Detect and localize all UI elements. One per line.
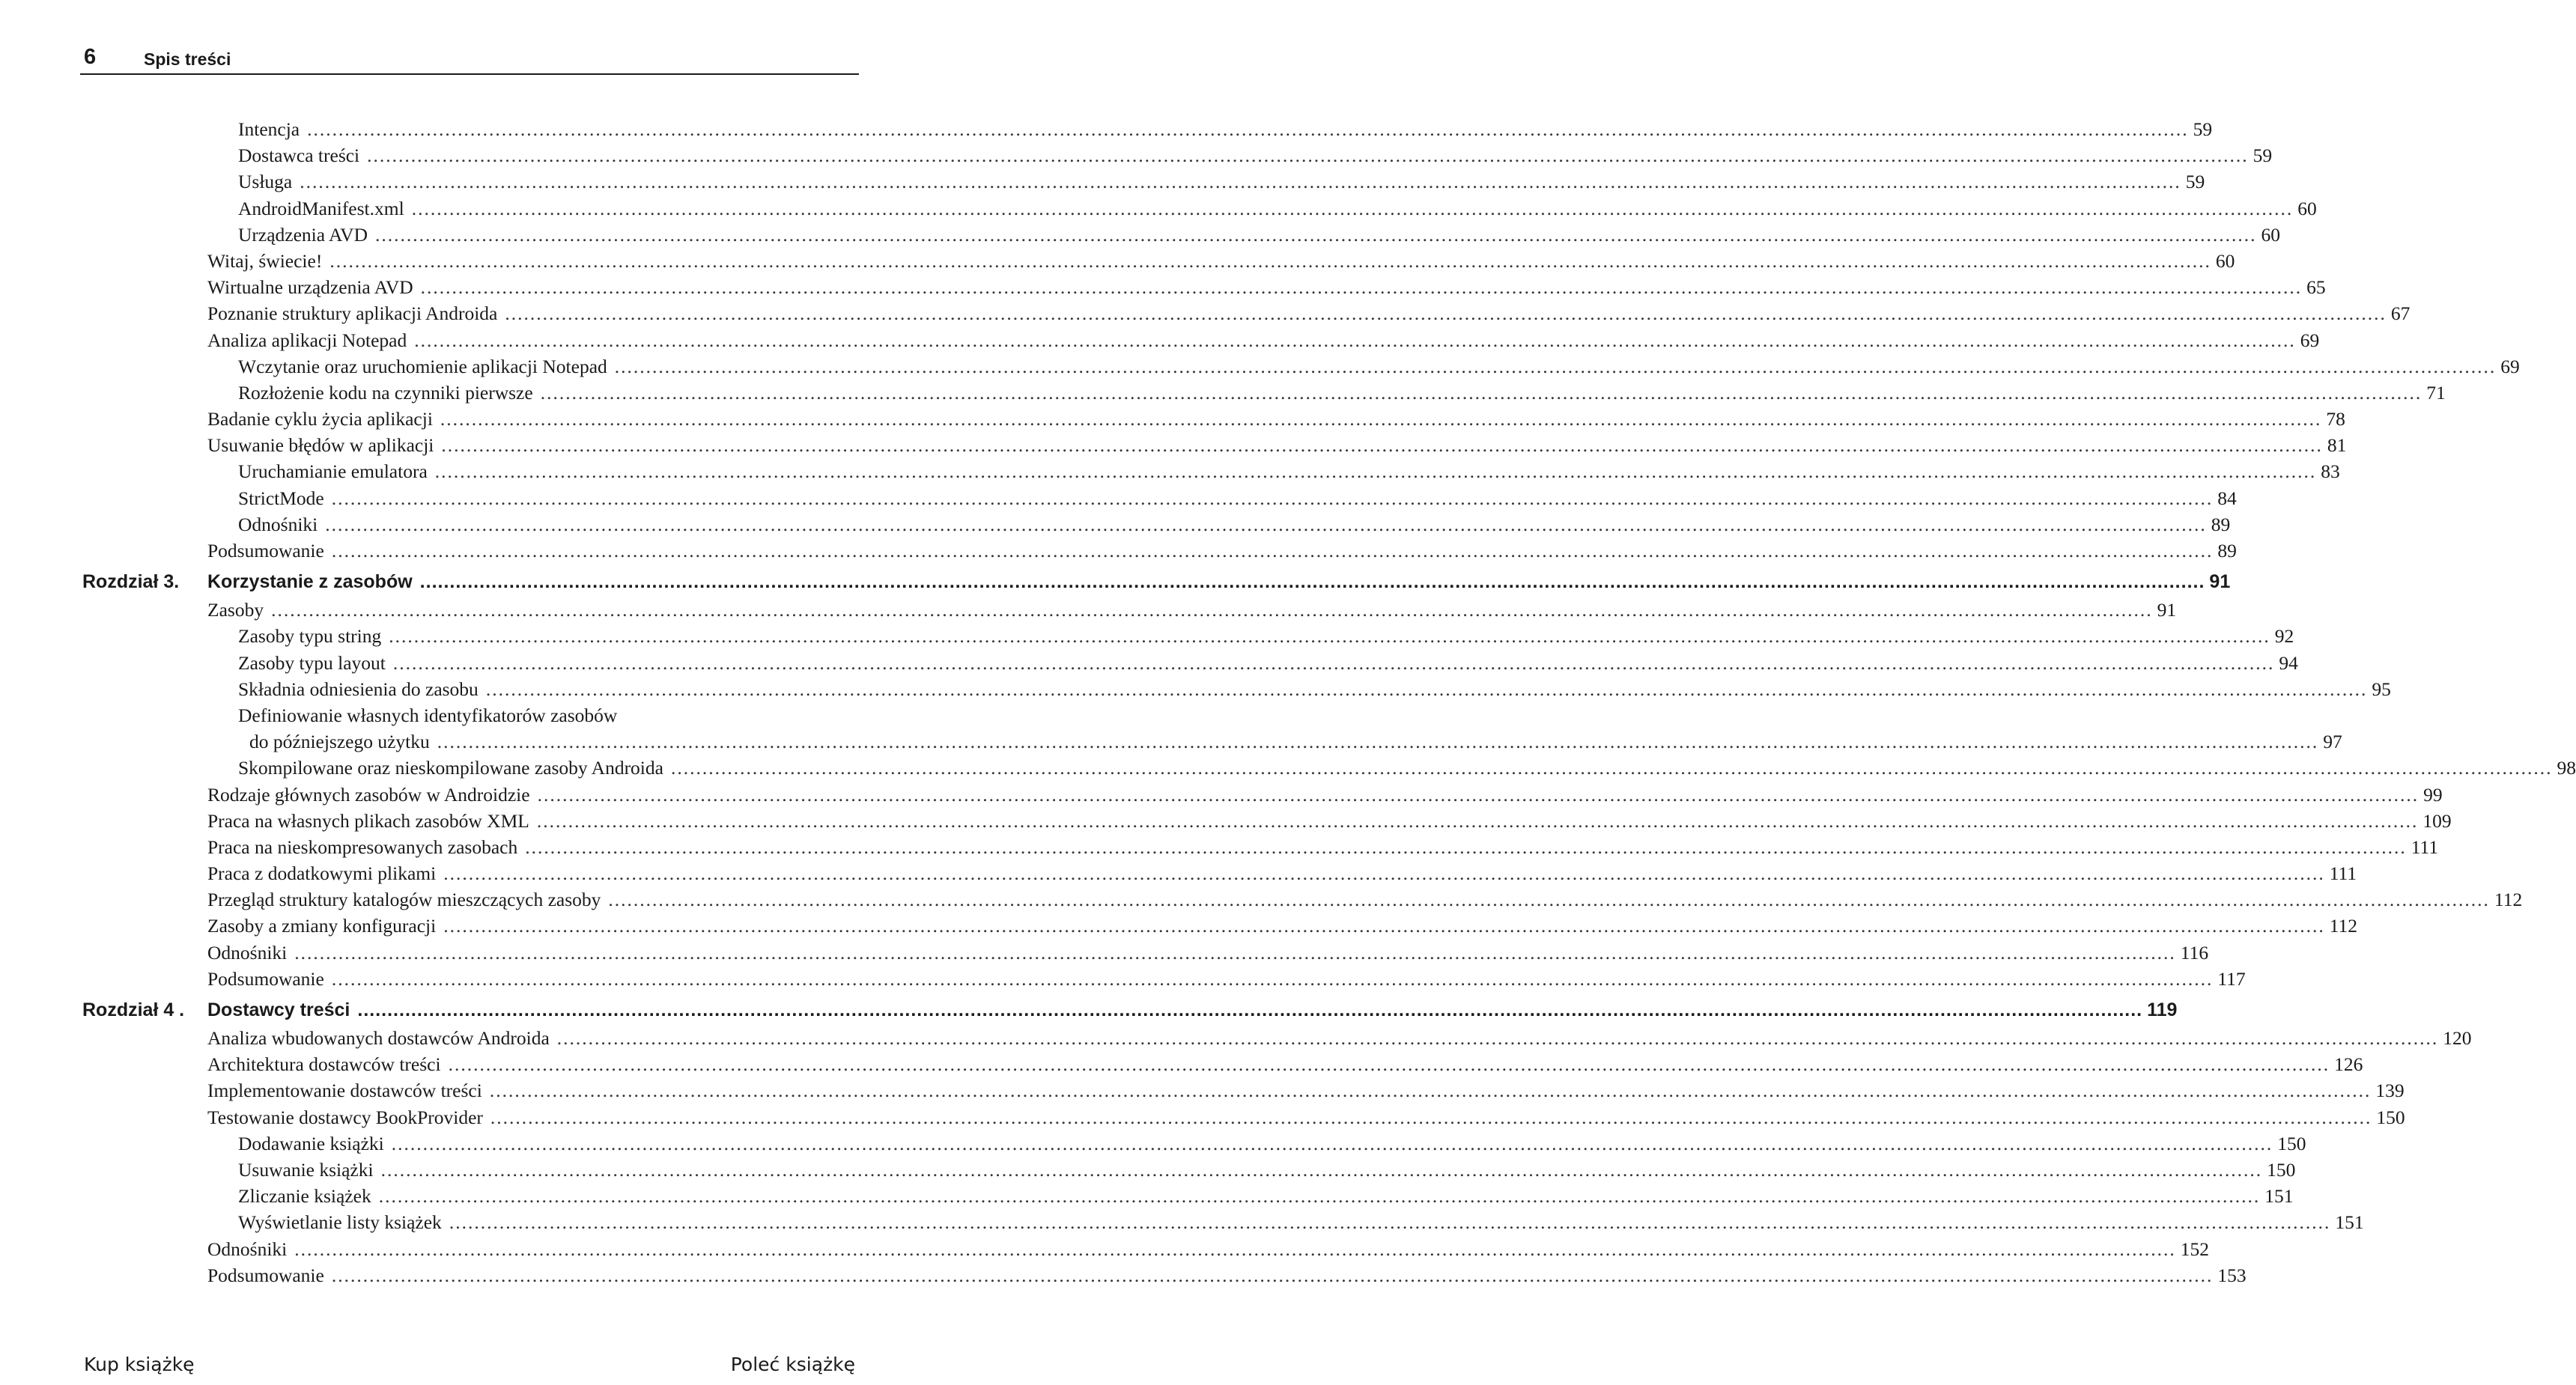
toc-entry (0, 1025, 2472, 1051)
toc-entry-title: Odnośniki (207, 1238, 288, 1260)
toc-entry-title: Analiza wbudowanych dostawców Androida (207, 1027, 550, 1049)
toc-entry-title: Architektura dostawców treści (207, 1053, 441, 1076)
toc-entry-title: Usuwanie książki (238, 1158, 374, 1181)
toc-entry-title: Urządzenia AVD (238, 223, 368, 246)
toc-page-number: 99 (2423, 783, 2443, 806)
dot-leader: ............................................................................................................................................................................................................................................................................................................ (440, 408, 2322, 430)
toc-chapter (0, 567, 2231, 597)
toc-entry-title: Analiza aplikacji Notepad (207, 329, 407, 351)
toc-entry (0, 755, 2576, 781)
dot-leader: ............................................................................................................................................................................................................................................................................................................ (556, 1027, 2439, 1049)
toc-entry-title: Testowanie dostawcy BookProvider (207, 1106, 483, 1128)
toc-entry-title: Zasoby (207, 599, 264, 621)
toc-entry-title: Podsumowanie (207, 967, 324, 990)
toc-entry-title: Wirtualne urządzenia AVD (207, 276, 413, 299)
dot-leader: ............................................................................................................................................................................................................................................................................................................ (294, 1238, 2176, 1260)
toc-page-number: 120 (2443, 1027, 2472, 1049)
toc-page-number: 60 (2261, 223, 2281, 246)
dot-leader: ............................................................................................................................................................................................................................................................................................................ (389, 625, 2270, 648)
toc-entry (0, 168, 2205, 195)
dot-leader: ............................................................................................................................................................................................................................................................................................................ (540, 381, 2422, 404)
toc-entry-title: Intencja (238, 118, 300, 140)
toc-entry (0, 538, 2237, 564)
toc-entry (0, 511, 2231, 538)
toc-entry-title: do późniejszego użytku (249, 731, 430, 753)
dot-leader: ............................................................................................................................................................................................................................................................................................................ (294, 941, 2176, 964)
toc-entry-title: Dodawanie książki (238, 1132, 384, 1154)
toc-page-number: 152 (2180, 1238, 2210, 1260)
toc-page-number: 59 (2193, 118, 2213, 140)
toc-entry-title: Usuwanie błędów w aplikacji (207, 434, 434, 457)
dot-leader: ............................................................................................................................................................................................................................................................................................................ (525, 835, 2407, 858)
toc-entry-title: Podsumowanie (207, 1264, 324, 1286)
dot-leader: ............................................................................................................................................................................................................................................................................................................ (608, 889, 2490, 911)
toc-entry-title: Podsumowanie (207, 540, 324, 561)
toc-entry (0, 886, 2523, 913)
toc-page-number: 83 (2321, 460, 2340, 483)
toc-entry (0, 1130, 2306, 1157)
toc-page-number: 109 (2422, 809, 2452, 832)
toc-entry (0, 380, 2446, 406)
toc-entry (0, 274, 2326, 300)
toc-page-number: 84 (2217, 487, 2237, 509)
toc-entry-title: Zasoby a zmiany konfiguracji (207, 915, 437, 937)
toc-entry-title: Korzystanie z zasobów (207, 571, 413, 593)
toc-entry (0, 353, 2520, 380)
toc-entry-title: Rozłożenie kodu na czynniki pierwsze (238, 381, 533, 404)
toc-entry-title: Witaj, świecie! (207, 249, 323, 272)
dot-leader: ............................................................................................................................................................................................................................................................................................................ (536, 809, 2419, 832)
toc-entry (0, 1104, 2405, 1130)
toc-entry (0, 222, 2281, 248)
toc-page-number: 59 (2253, 144, 2273, 167)
toc-entry (0, 966, 2246, 992)
toc-entry (0, 1157, 2296, 1183)
toc-entry (0, 940, 2209, 966)
toc-page-number: 111 (2411, 835, 2439, 858)
toc-entry (0, 623, 2294, 649)
toc-page-number: 89 (2211, 513, 2231, 535)
toc-page-number: 95 (2372, 678, 2391, 700)
dot-leader: ............................................................................................................................................................................................................................................................................................................ (485, 678, 2368, 700)
dot-leader: ............................................................................................................................................................................................................................................................................................................ (378, 1185, 2261, 1208)
toc-entry-title: Implementowanie dostawców treści (207, 1080, 482, 1102)
dot-leader: ............................................................................................................................................................................................................................................................................................................ (331, 1264, 2214, 1286)
toc-page-number: 150 (2277, 1132, 2306, 1154)
toc-page-number: 78 (2326, 408, 2345, 430)
dot-leader: ............................................................................................................................................................................................................................................................................................................ (375, 223, 2257, 246)
toc-entry-title: Dostawca treści (238, 144, 360, 167)
dot-leader: ............................................................................................................................................................................................................................................................................................................ (441, 434, 2323, 457)
toc-page-number: 71 (2426, 381, 2446, 404)
toc-entry (0, 860, 2357, 886)
toc-entry-title: Wczytanie oraz uruchomienie aplikacji Notepad (238, 355, 607, 377)
dot-leader: ............................................................................................................................................................................................................................................................................................................ (391, 1132, 2273, 1154)
toc-entry-title: Praca z dodatkowymi plikami (207, 862, 437, 885)
toc-entry (0, 1077, 2405, 1104)
toc-entry (0, 728, 2342, 755)
dot-leader: ............................................................................................................................................................................................................................................................................................................ (367, 144, 2249, 167)
toc-chapter (0, 995, 2178, 1025)
dot-leader: ............................................................................................................................................................................................................................................................................................................ (420, 276, 2303, 299)
toc-page-number: 91 (2209, 571, 2231, 593)
dot-leader: ............................................................................................................................................................................................................................................................................................................ (489, 1080, 2372, 1102)
toc-entry (0, 597, 2177, 623)
toc-page-number: 151 (2264, 1185, 2294, 1208)
toc-page-number: 89 (2217, 540, 2237, 561)
toc-entry (0, 116, 2213, 142)
toc-entry-title: Dostawcy treści (207, 999, 350, 1020)
toc-page-number: 97 (2323, 731, 2342, 753)
dot-leader: ............................................................................................................................................................................................................................................................................................................ (307, 118, 2189, 140)
toc-entry (0, 702, 932, 728)
dot-leader: ............................................................................................................................................................................................................................................................................................................ (271, 599, 2153, 621)
toc-page-number: 150 (2376, 1106, 2405, 1128)
toc-entry-title: Rodzaje głównych zasobów w Androidzie (207, 783, 530, 806)
toc-entry-title: Badanie cyklu życia aplikacji (207, 408, 433, 430)
toc-entry (0, 432, 2347, 458)
toc-entry-title: Zasoby typu layout (238, 651, 386, 674)
toc-page-number: 98 (2557, 757, 2576, 779)
dot-leader: ............................................................................................................................................................................................................................................................................................................ (331, 967, 2214, 990)
toc-entry (0, 834, 2439, 860)
toc-entry (0, 485, 2237, 511)
toc-page-number: 151 (2335, 1211, 2364, 1234)
toc-page-number: 116 (2180, 941, 2209, 964)
toc-page-number: 59 (2185, 171, 2205, 193)
dot-leader: ............................................................................................................................................................................................................................................................................................................ (419, 571, 2205, 593)
toc-entry-title: Poznanie struktury aplikacji Androida (207, 302, 498, 325)
toc-entry (0, 1183, 2294, 1209)
toc-entry-title: Zliczanie książek (238, 1185, 371, 1208)
toc-entry-title: AndroidManifest.xml (238, 197, 404, 219)
toc-page-number: 117 (2217, 967, 2246, 990)
toc-page-number: 60 (2215, 249, 2235, 272)
toc-entry-title: Odnośniki (207, 941, 288, 964)
toc-page-number: 91 (2157, 599, 2177, 621)
recommend-book-link[interactable]: Poleć książkę (730, 1354, 855, 1375)
dot-leader: ............................................................................................................................................................................................................................................................................................................ (329, 249, 2211, 272)
dot-leader: ............................................................................................................................................................................................................................................................................................................ (434, 460, 2317, 483)
dot-leader: ............................................................................................................................................................................................................................................................................................................ (448, 1053, 2330, 1076)
dot-leader: ............................................................................................................................................................................................................................................................................................................ (411, 197, 2294, 219)
dot-leader: ............................................................................................................................................................................................................................................................................................................ (443, 862, 2325, 885)
toc-entry (0, 1236, 2210, 1262)
page-number: 6 (84, 45, 97, 69)
toc-page-number: 69 (2300, 329, 2320, 351)
toc-page-number: 67 (2390, 302, 2411, 325)
toc-page-number: 111 (2329, 862, 2357, 885)
toc-entry (0, 195, 2317, 222)
dot-leader: ............................................................................................................................................................................................................................................................................................................ (300, 171, 2181, 193)
toc-page-number: 92 (2274, 625, 2294, 648)
toc-entry (0, 676, 2391, 702)
toc-entry-title: Praca na nieskompresowanych zasobach (207, 835, 518, 858)
chapter-label: Rozdział 3. (82, 571, 180, 593)
dot-leader: ............................................................................................................................................................................................................................................................................................................ (437, 731, 2319, 753)
toc-page-number: 153 (2217, 1264, 2247, 1286)
toc-page-number: 139 (2375, 1080, 2405, 1102)
toc-entry-title: Praca na własnych plikach zasobów XML (207, 809, 529, 832)
dot-leader: ............................................................................................................................................................................................................................................................................................................ (331, 540, 2214, 561)
toc-entry (0, 913, 2358, 939)
toc-entry (0, 808, 2452, 834)
dot-leader: ............................................................................................................................................................................................................................................................................................................ (414, 329, 2296, 351)
toc-page-number: 126 (2334, 1053, 2363, 1076)
toc-entry-title: Odnośniki (238, 513, 318, 535)
toc-page-number: 150 (2267, 1158, 2296, 1181)
toc-entry (0, 327, 2320, 353)
dot-leader: ............................................................................................................................................................................................................................................................................................................ (449, 1211, 2331, 1234)
dot-leader: ............................................................................................................................................................................................................................................................................................................ (505, 302, 2387, 325)
toc-entry (0, 650, 2298, 676)
dot-leader: ............................................................................................................................................................................................................................................................................................................ (325, 513, 2207, 535)
dot-leader: ............................................................................................................................................................................................................................................................................................................ (443, 915, 2325, 937)
running-title: Spis treści (144, 49, 231, 69)
page-header (80, 45, 859, 75)
chapter-label: Rozdział 4 . (82, 999, 185, 1020)
toc-entry-title: Definiowanie własnych identyfikatorów zasobów (238, 704, 618, 726)
dot-leader: ............................................................................................................................................................................................................................................................................................................ (614, 355, 2497, 377)
toc-page-number: 94 (2279, 651, 2298, 674)
dot-leader: ............................................................................................................................................................................................................................................................................................................ (380, 1158, 2263, 1181)
toc-page-number: 65 (2306, 276, 2326, 299)
dot-leader: ............................................................................................................................................................................................................................................................................................................ (331, 487, 2214, 509)
toc-entry-title: Zasoby typu string (238, 625, 382, 648)
toc-entry-title: Składnia odniesienia do zasobu (238, 678, 479, 700)
toc-entry (0, 1262, 2247, 1288)
toc-entry (0, 248, 2235, 274)
dot-leader: ............................................................................................................................................................................................................................................................................................................ (357, 999, 2143, 1020)
toc-entry-title: Wyświetlanie listy książek (238, 1211, 442, 1234)
toc-entry (0, 1051, 2363, 1077)
dot-leader: ............................................................................................................................................................................................................................................................................................................ (670, 757, 2553, 779)
dot-leader: ............................................................................................................................................................................................................................................................................................................ (490, 1106, 2372, 1128)
table-of-contents (0, 116, 2576, 1288)
toc-entry (0, 300, 2411, 326)
toc-entry-title: StrictMode (238, 487, 324, 509)
toc-page-number: 112 (2494, 889, 2523, 911)
toc-entry (0, 406, 2345, 432)
toc-page-number: 69 (2500, 355, 2520, 377)
toc-entry (0, 142, 2273, 168)
toc-entry-title: Uruchamianie emulatora (238, 460, 428, 483)
dot-leader: ............................................................................................................................................................................................................................................................................................................ (537, 783, 2419, 806)
toc-entry (0, 458, 2340, 484)
dot-leader: ............................................................................................................................................................................................................................................................................................................ (392, 651, 2275, 674)
toc-page-number: 81 (2327, 434, 2347, 457)
toc-entry-title: Przegląd struktury katalogów mieszczących zasoby (207, 889, 601, 911)
toc-page-number: 119 (2147, 999, 2178, 1020)
buy-book-link[interactable]: Kup książkę (84, 1354, 195, 1375)
toc-page-number: 112 (2329, 915, 2358, 937)
toc-entry-title: Skompilowane oraz nieskompilowane zasoby Androida (238, 757, 663, 779)
toc-entry (0, 782, 2443, 808)
toc-page-number: 60 (2297, 197, 2317, 219)
toc-entry (0, 1209, 2364, 1235)
toc-entry-title: Usługa (238, 171, 293, 193)
